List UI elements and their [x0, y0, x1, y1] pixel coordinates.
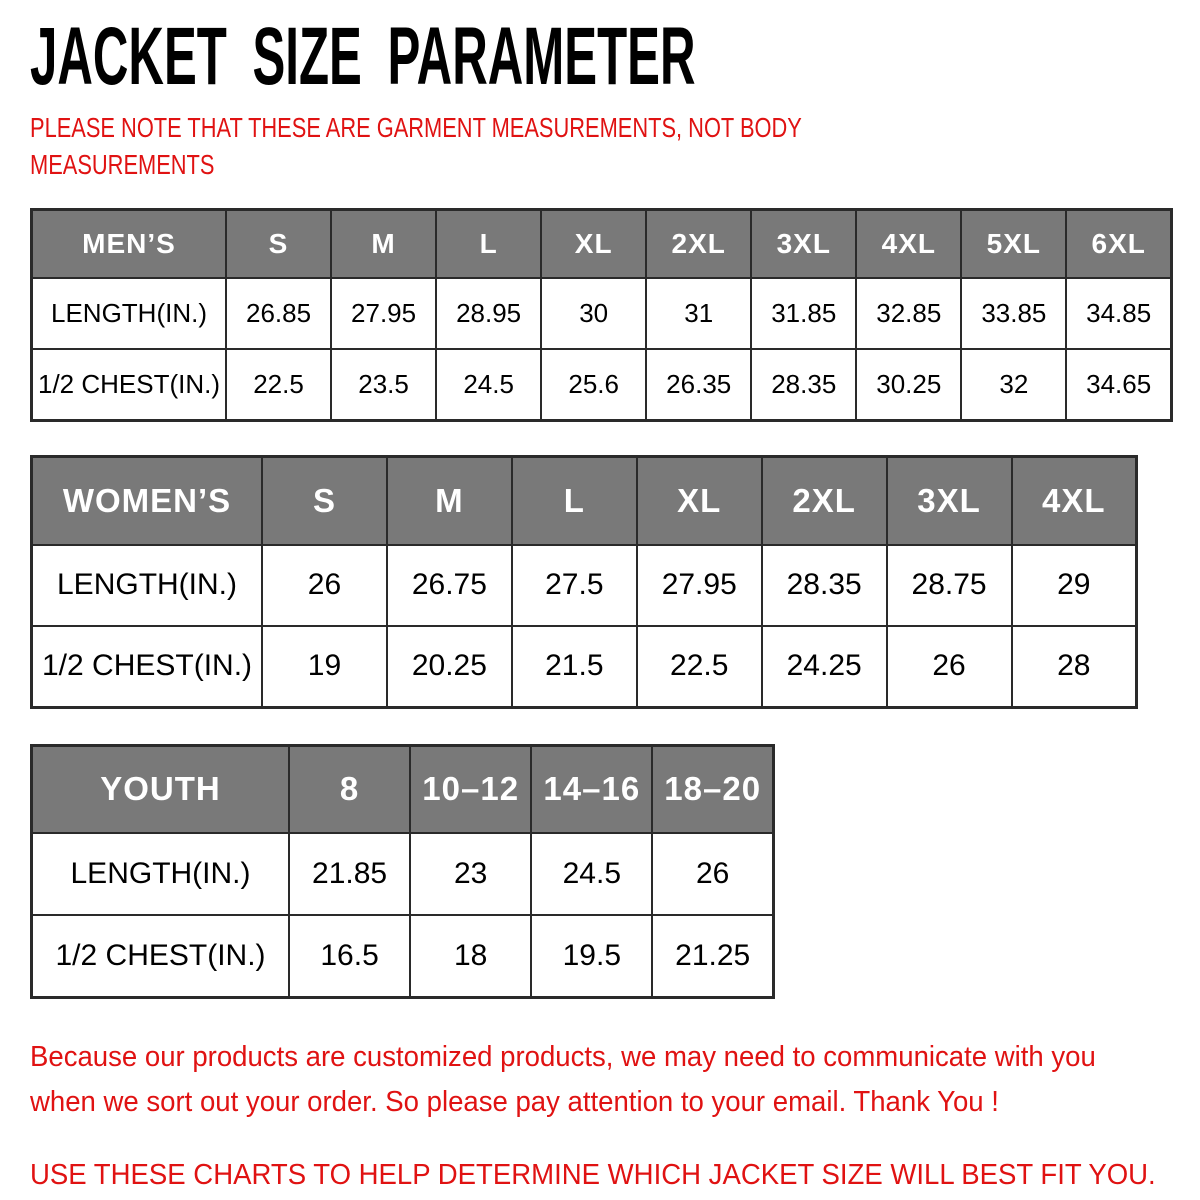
womens-measurement-label: 1/2 CHEST(IN.) [32, 626, 263, 708]
mens-measurement-label: LENGTH(IN.) [32, 278, 227, 349]
page-title [30, 11, 1200, 102]
youth-measurement-row [32, 915, 774, 998]
womens-measurement-value: 21.5 [512, 626, 637, 708]
youth-measurement-value: 18 [410, 915, 531, 998]
mens-size-header-cell: 3XL [751, 209, 856, 278]
mens-measurement-value: 34.65 [1066, 349, 1171, 421]
youth-measurement-value: 26 [652, 833, 773, 915]
fit-advice-line: USE THESE CHARTS TO HELP DETERMINE WHICH JACKET SIZE WILL BEST FIT YOU. [30, 1158, 1156, 1191]
womens-measurement-label: LENGTH(IN.) [32, 545, 263, 626]
womens-size-header-cell: L [512, 456, 637, 545]
womens-measurement-value: 22.5 [637, 626, 762, 708]
mens-measurement-value: 28.95 [436, 278, 541, 349]
womens-measurement-value: 28.75 [887, 545, 1012, 626]
garment-measurement-note [30, 110, 1200, 184]
youth-size-header-cell: 14–16 [531, 745, 652, 833]
mens-measurement-value: 26.35 [646, 349, 751, 421]
mens-size-header-cell: 6XL [1066, 209, 1171, 278]
womens-measurement-value: 19 [262, 626, 387, 708]
womens-size-header-cell: 4XL [1012, 456, 1137, 545]
womens-measurement-value: 29 [1012, 545, 1137, 626]
mens-measurement-value: 27.95 [331, 278, 436, 349]
mens-size-header-cell: 2XL [646, 209, 751, 278]
youth-measurement-value: 24.5 [531, 833, 652, 915]
mens-measurement-value: 31.85 [751, 278, 856, 349]
youth-size-table [30, 744, 775, 999]
mens-measurement-value: 30 [541, 278, 646, 349]
womens-measurement-value: 28 [1012, 626, 1137, 708]
garment-measurement-note-line-1: PLEASE NOTE THAT THESE ARE GARMENT MEASUREMENTS, NOT BODY [30, 112, 802, 143]
mens-measurement-value: 31 [646, 278, 751, 349]
mens-measurement-value: 23.5 [331, 349, 436, 421]
youth-measurement-label: 1/2 CHEST(IN.) [32, 915, 290, 998]
customization-notice [30, 1035, 1200, 1125]
youth-measurement-value: 19.5 [531, 915, 652, 998]
mens-measurement-value: 30.25 [856, 349, 961, 421]
youth-measurement-row [32, 833, 774, 915]
fit-advice [30, 1153, 1200, 1198]
mens-measurement-value: 25.6 [541, 349, 646, 421]
womens-measurement-value: 27.95 [637, 545, 762, 626]
womens-measurement-value: 20.25 [387, 626, 512, 708]
youth-category-header-cell: YOUTH [32, 745, 290, 833]
mens-size-header-cell: L [436, 209, 541, 278]
mens-size-header-cell: XL [541, 209, 646, 278]
mens-size-table [30, 208, 1173, 422]
womens-size-header-cell: 2XL [762, 456, 887, 545]
womens-measurement-value: 28.35 [762, 545, 887, 626]
womens-category-header-cell: WOMEN’S [32, 456, 263, 545]
womens-size-header-cell: S [262, 456, 387, 545]
mens-measurement-value: 22.5 [226, 349, 331, 421]
youth-measurement-value: 16.5 [289, 915, 410, 998]
womens-measurement-value: 26 [262, 545, 387, 626]
womens-measurement-row [32, 626, 1137, 708]
mens-measurement-value: 28.35 [751, 349, 856, 421]
womens-measurement-value: 27.5 [512, 545, 637, 626]
customization-notice-line-1: Because our products are customized products, we may need to communicate with you [30, 1040, 1096, 1073]
mens-measurement-label: 1/2 CHEST(IN.) [32, 349, 227, 421]
mens-measurement-value: 26.85 [226, 278, 331, 349]
mens-measurement-value: 32 [961, 349, 1066, 421]
youth-measurement-value: 21.85 [289, 833, 410, 915]
customization-notice-line-2: when we sort out your order. So please pay attention to your email. Thank You ! [30, 1085, 999, 1118]
womens-measurement-value: 24.25 [762, 626, 887, 708]
mens-size-header-cell: 4XL [856, 209, 961, 278]
womens-measurement-value: 26 [887, 626, 1012, 708]
mens-size-header-cell: 5XL [961, 209, 1066, 278]
youth-measurement-label: LENGTH(IN.) [32, 833, 290, 915]
mens-measurement-value: 34.85 [1066, 278, 1171, 349]
womens-size-header-cell: XL [637, 456, 762, 545]
garment-measurement-note-line-2: MEASUREMENTS [30, 148, 215, 180]
mens-measurement-row [32, 349, 1172, 421]
mens-size-header-cell: S [226, 209, 331, 278]
womens-measurement-value: 26.75 [387, 545, 512, 626]
mens-measurement-value: 33.85 [961, 278, 1066, 349]
womens-size-table [30, 455, 1138, 709]
mens-size-header-cell: M [331, 209, 436, 278]
womens-size-header-cell: M [387, 456, 512, 545]
mens-category-header-cell: MEN’S [32, 209, 227, 278]
youth-header-row [32, 745, 774, 833]
youth-size-header-cell: 8 [289, 745, 410, 833]
womens-header-row [32, 456, 1137, 545]
youth-measurement-value: 23 [410, 833, 531, 915]
mens-measurement-value: 24.5 [436, 349, 541, 421]
womens-size-header-cell: 3XL [887, 456, 1012, 545]
mens-measurement-row [32, 278, 1172, 349]
youth-size-header-cell: 18–20 [652, 745, 773, 833]
youth-measurement-value: 21.25 [652, 915, 773, 998]
page-title-text: JACKET SIZE PARAMETER [30, 11, 696, 102]
youth-size-header-cell: 10–12 [410, 745, 531, 833]
mens-header-row [32, 209, 1172, 278]
mens-measurement-value: 32.85 [856, 278, 961, 349]
womens-measurement-row [32, 545, 1137, 626]
